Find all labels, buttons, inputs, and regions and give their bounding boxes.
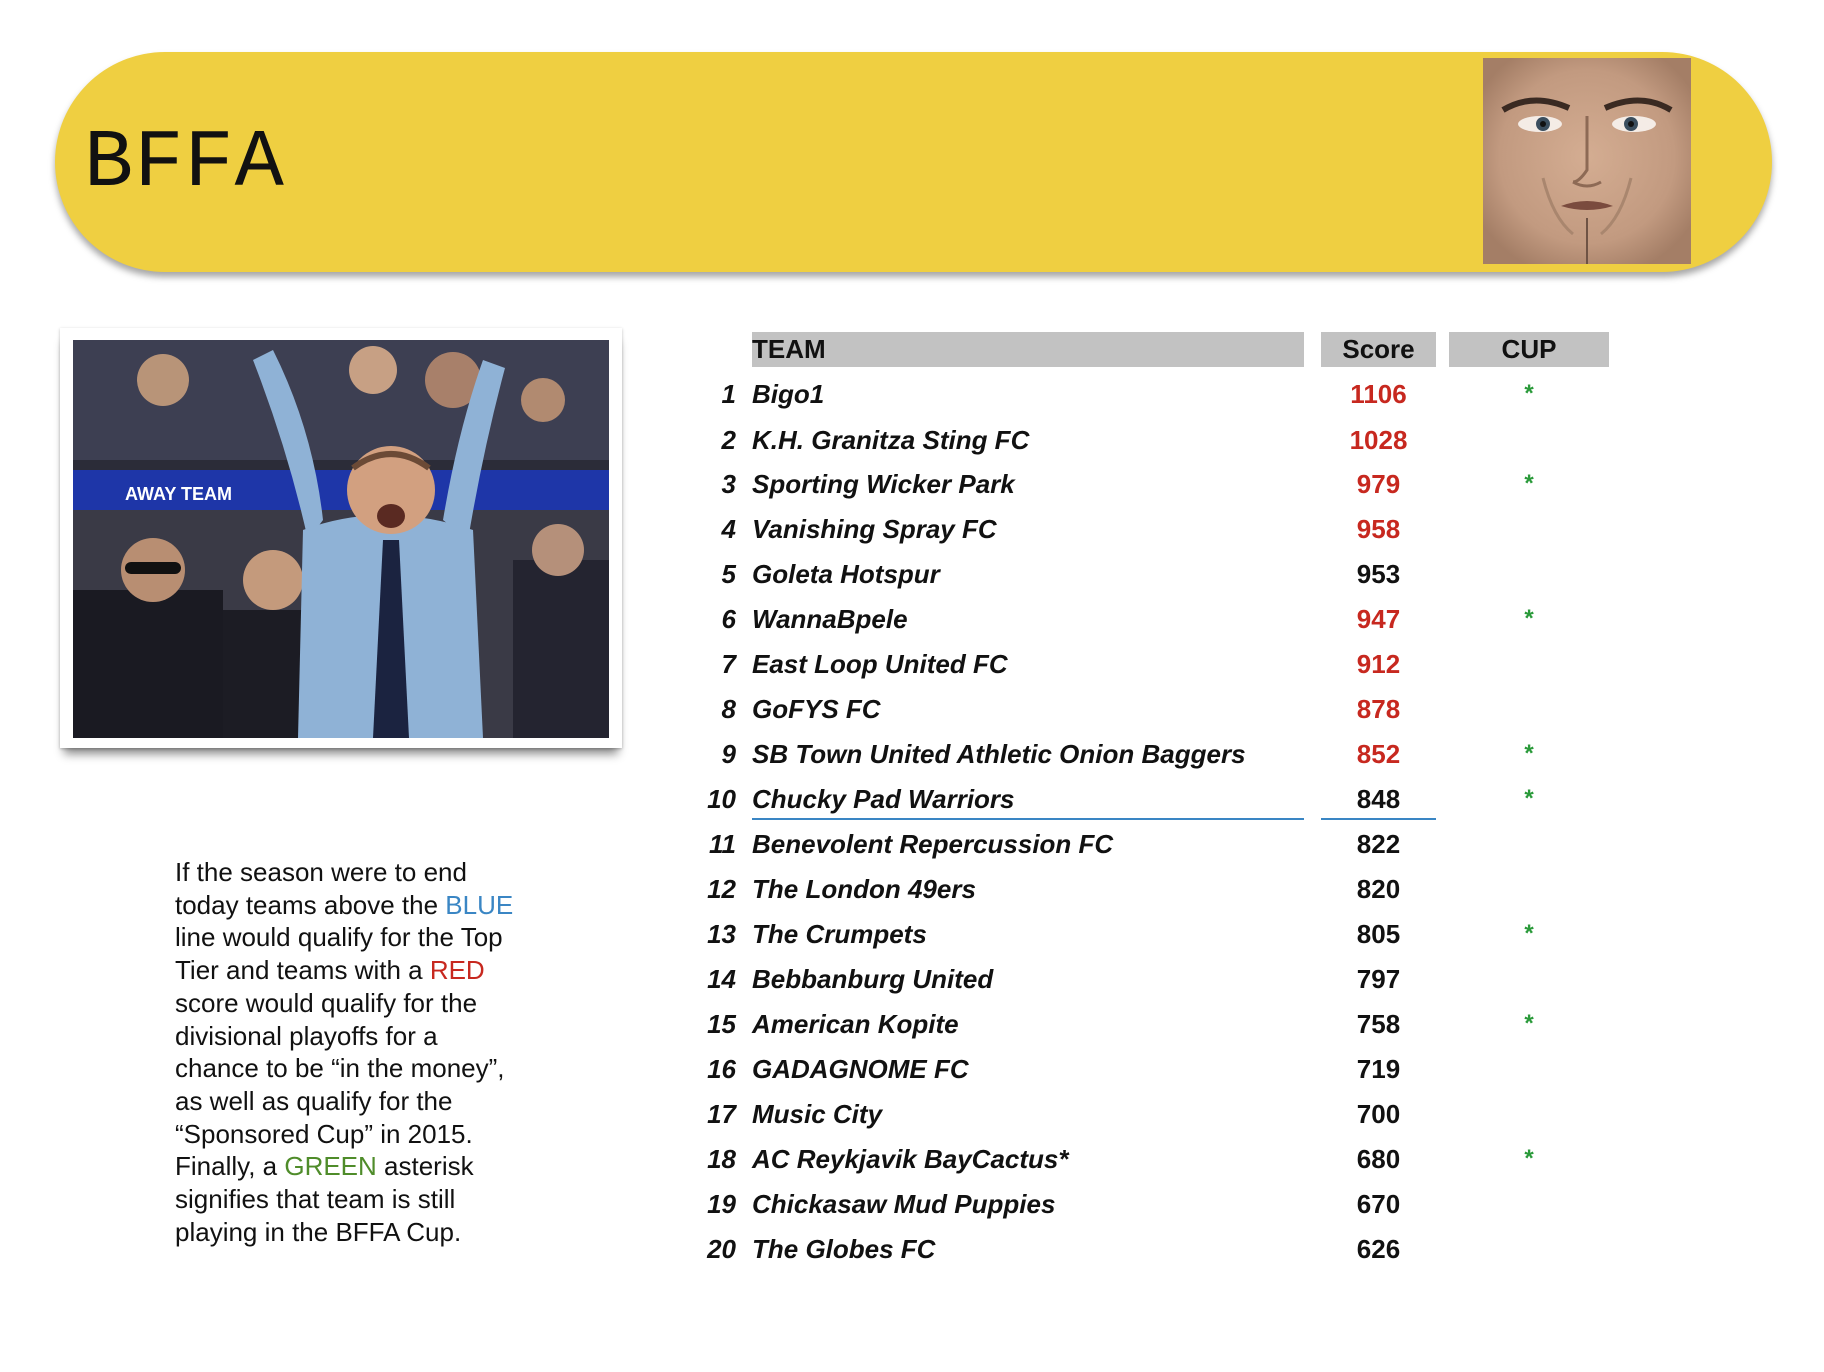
team-name-cell: Sporting Wicker Park (752, 469, 1015, 499)
score-cell: 953 (1356, 559, 1401, 589)
cup-asterisk-cell: * (1524, 1010, 1534, 1037)
cup-asterisk-cell: * (1524, 380, 1534, 407)
score-cell: 979 (1356, 469, 1401, 499)
table-row (0, 1186, 1824, 1222)
rank-cell: 7 (721, 649, 736, 679)
team-name-cell: East Loop United FC (752, 649, 1008, 679)
rank-cell: 19 (707, 1189, 736, 1219)
table-row (0, 422, 1824, 458)
rank-cell: 12 (707, 874, 736, 904)
rank-cell: 9 (721, 739, 736, 769)
cup-asterisk-cell: * (1524, 605, 1534, 632)
score-cell: 1028 (1349, 425, 1408, 455)
score-cell: 626 (1356, 1234, 1401, 1264)
rank-cell: 1 (721, 379, 736, 409)
score-cell: 805 (1356, 919, 1401, 949)
rank-cell: 14 (707, 964, 736, 994)
rank-cell: 18 (707, 1144, 736, 1174)
rank-cell: 3 (721, 469, 736, 499)
face-illustration (1483, 58, 1691, 264)
team-name-cell: GoFYS FC (752, 694, 881, 724)
note-blue-word: BLUE (445, 889, 514, 920)
rank-cell: 4 (721, 514, 736, 544)
table-row (0, 691, 1824, 727)
score-cell: 719 (1356, 1054, 1401, 1084)
rank-cell: 8 (721, 694, 736, 724)
score-cell: 822 (1356, 829, 1401, 859)
score-cell: 670 (1356, 1189, 1401, 1219)
note-red-word: RED (429, 955, 485, 986)
score-cell: 958 (1356, 514, 1401, 544)
table-row (0, 1231, 1824, 1267)
note-text-2: line would qualify for the Top Tier and teams with a (175, 922, 503, 986)
rank-cell: 6 (721, 604, 736, 634)
cup-asterisk-cell: * (1524, 920, 1534, 947)
table-row (0, 826, 1824, 862)
rank-cell: 20 (707, 1234, 736, 1264)
column-header-score: Score (1321, 332, 1436, 367)
table-row (0, 466, 1824, 502)
table-row (0, 601, 1824, 637)
table-row (0, 736, 1824, 772)
cup-asterisk-cell: * (1524, 740, 1534, 767)
rank-cell: 2 (721, 425, 736, 455)
team-name-cell: SB Town United Athletic Onion Baggers (752, 739, 1246, 769)
score-cell: 947 (1356, 604, 1401, 634)
table-row (0, 781, 1824, 817)
table-row (0, 511, 1824, 547)
score-cell: 878 (1356, 694, 1401, 724)
column-header-cup: CUP (1449, 332, 1609, 367)
score-cell: 820 (1356, 874, 1401, 904)
cup-asterisk-cell: * (1524, 470, 1534, 497)
page-title: BFFA (84, 117, 285, 210)
team-name-cell: AC Reykjavik BayCactus* (752, 1144, 1069, 1174)
qualification-line-team (752, 818, 1304, 820)
team-name-cell: Benevolent Repercussion FC (752, 829, 1114, 859)
table-row (0, 961, 1824, 997)
note-green-word: GREEN (284, 1151, 377, 1182)
table-row (0, 376, 1824, 412)
team-name-cell: Chucky Pad Warriors (752, 784, 1015, 814)
team-name-cell: Chickasaw Mud Puppies (752, 1189, 1056, 1219)
rank-cell: 11 (709, 829, 736, 859)
note-text-4: asterisk signifies that team is still playing in the BFFA Cup. (175, 1151, 474, 1247)
score-cell: 848 (1356, 784, 1401, 814)
team-name-cell: The Globes FC (752, 1234, 936, 1264)
away-team-sign: AWAY TEAM (125, 484, 233, 504)
manager-face-image (1483, 58, 1691, 264)
score-cell: 758 (1356, 1009, 1401, 1039)
rank-cell: 17 (707, 1099, 736, 1129)
team-name-cell: GADAGNOME FC (752, 1054, 969, 1084)
team-name-cell: WannaBpele (752, 604, 908, 634)
table-row (0, 1051, 1824, 1087)
score-cell: 797 (1356, 964, 1401, 994)
rank-cell: 13 (707, 919, 736, 949)
cup-asterisk-cell: * (1524, 1145, 1534, 1172)
rank-cell: 10 (707, 784, 736, 814)
table-row (0, 916, 1824, 952)
score-cell: 912 (1356, 649, 1401, 679)
table-row (0, 646, 1824, 682)
team-name-cell: The Crumpets (752, 919, 927, 949)
table-row (0, 1141, 1824, 1177)
team-name-cell: K.H. Granitza Sting FC (752, 425, 1030, 455)
note-text-3: score would qualify for the divisional playoffs for a chance to be “in the money”, as well as qualify for the “Sponsored Cup” in 2015. Finally, a (175, 987, 505, 1182)
rank-cell: 5 (721, 559, 736, 589)
cup-asterisk-cell: * (1524, 785, 1534, 812)
table-row (0, 1096, 1824, 1132)
table-row (0, 556, 1824, 592)
score-cell: 1106 (1350, 379, 1407, 409)
column-header-team: TEAM (752, 332, 1304, 367)
team-name-cell: Vanishing Spray FC (752, 514, 997, 544)
note-text-1: If the season were to end today teams above the (175, 857, 467, 920)
score-cell: 852 (1356, 739, 1401, 769)
team-name-cell: Goleta Hotspur (752, 559, 940, 589)
score-cell: 700 (1356, 1099, 1401, 1129)
team-name-cell: American Kopite (752, 1009, 959, 1039)
team-name-cell: Bigo1 (752, 379, 825, 409)
qualification-line-score (1321, 818, 1436, 820)
score-cell: 680 (1356, 1144, 1401, 1174)
rank-cell: 15 (707, 1009, 736, 1039)
table-row (0, 871, 1824, 907)
rank-cell: 16 (707, 1054, 736, 1084)
team-name-cell: Bebbanburg United (752, 964, 994, 994)
table-row (0, 1006, 1824, 1042)
team-name-cell: Music City (752, 1099, 883, 1129)
team-name-cell: The London 49ers (752, 874, 976, 904)
